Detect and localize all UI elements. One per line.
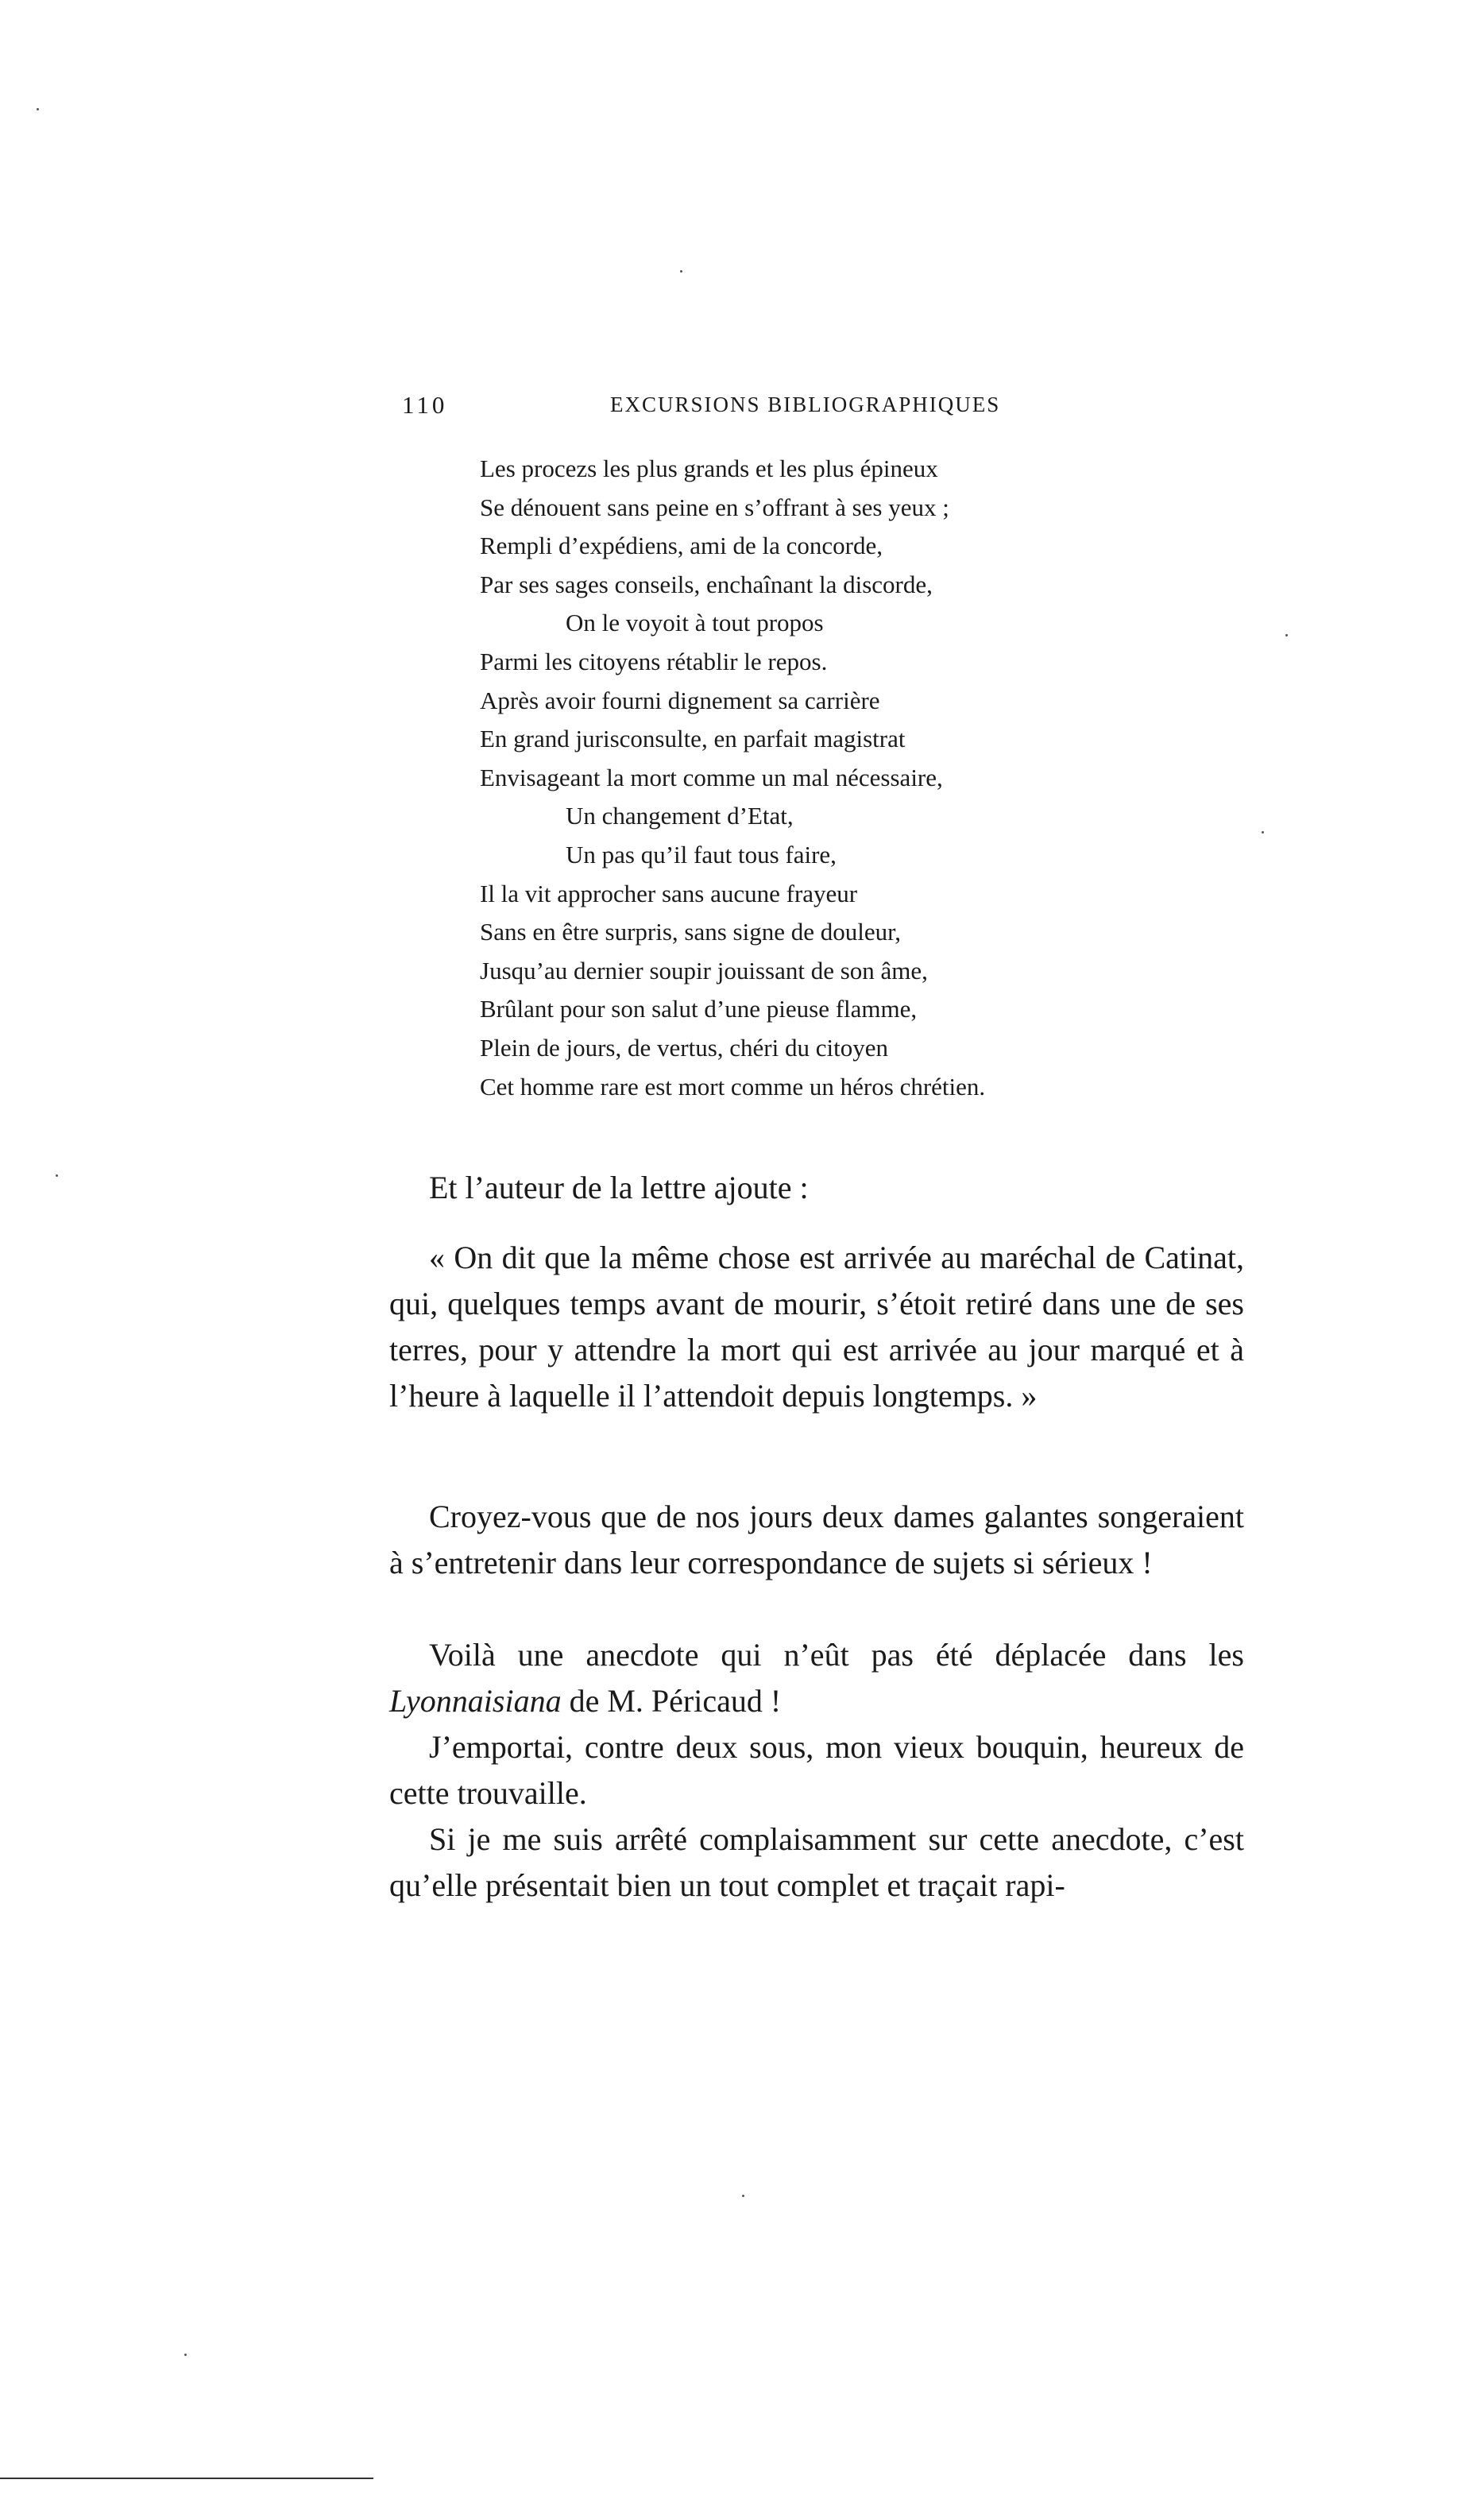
scan-speck — [56, 1174, 58, 1177]
paragraph-conclusion: Si je me suis arrêté complaisamment sur cette anecdote, c’est qu’elle présentait bien un tout complet et traçait rapi- — [389, 1821, 1244, 1903]
paragraph-purchase: J’emportai, contre deux sous, mon vieux bouquin, heureux de cette trouvaille. — [389, 1729, 1244, 1811]
poem-line: Cet homme rare est mort comme un héros chrétien. — [480, 1072, 986, 1101]
anecdote-text-before: Voilà une anecdote qui n’eût pas été déplacée dans les — [429, 1637, 1244, 1673]
anecdote-text-after: de M. Péricaud ! — [561, 1683, 782, 1719]
poem-line: Un changement d’Etat, — [566, 802, 794, 830]
poem-line: Jusqu’au dernier soupir jouissant de son âme, — [480, 956, 928, 985]
running-title: EXCURSIONS BIBLIOGRAPHIQUES — [610, 393, 1001, 416]
poem-line: On le voyoit à tout propos — [566, 609, 824, 637]
poem-line: En grand jurisconsulte, en parfait magistrat — [480, 725, 906, 753]
scan-speck — [680, 270, 682, 273]
poem-line: Envisageant la mort comme un mal nécessaire, — [480, 763, 943, 791]
poem-line: Les procezs les plus grands et les plus épineux — [480, 455, 938, 482]
poem-line: Après avoir fourni dignement sa carrière — [480, 686, 880, 714]
scan-speck — [742, 2195, 744, 2197]
scan-speck — [1262, 831, 1264, 834]
scan-speck — [1285, 634, 1288, 636]
poem-line: Sans en être surpris, sans signe de douleur, — [480, 918, 901, 946]
scan-speck — [184, 2354, 187, 2356]
poem-line: Parmi les citoyens rétablir le repos. — [480, 647, 828, 675]
page-number: 110 — [402, 391, 448, 419]
bottom-rule — [0, 2478, 373, 2479]
page-header — [402, 391, 1038, 423]
paragraph-anecdote — [389, 1632, 1244, 1724]
poem-line: Se dénouent sans peine en s’offrant à ses yeux ; — [480, 493, 949, 521]
poem-line: Plein de jours, de vertus, chéri du citoyen — [480, 1033, 888, 1062]
poem — [480, 450, 1195, 1106]
lyonnaisiana-title: Lyonnaisiana — [389, 1683, 562, 1719]
poem-line: Un pas qu’il faut tous faire, — [566, 840, 837, 868]
scan-speck — [37, 108, 39, 110]
paragraph-intro: Et l’auteur de la lettre ajoute : — [429, 1170, 809, 1205]
poem-line: Brûlant pour son salut d’une pieuse flamme, — [480, 995, 918, 1023]
poem-line: Rempli d’expédiens, ami de la concorde, — [480, 532, 883, 560]
paragraph-question: Croyez-vous que de nos jours deux dames galantes songeraient à s’entretenir dans leur correspondance de sujets si sérieux ! — [389, 1499, 1244, 1580]
paragraph-quote: « On dit que la même chose est arrivée au maréchal de Catinat, qui, quelques temps avant de mourir, s’étoit retiré dans une de ses terres, pour y attendre la mort qui est arrivée au jour marqué et à l’heure à laquelle il l’attendoit depuis longtemps. » — [389, 1240, 1244, 1414]
poem-line: Il la vit approcher sans aucune frayeur — [480, 879, 858, 907]
poem-line: Par ses sages conseils, enchaînant la discorde, — [480, 570, 933, 598]
